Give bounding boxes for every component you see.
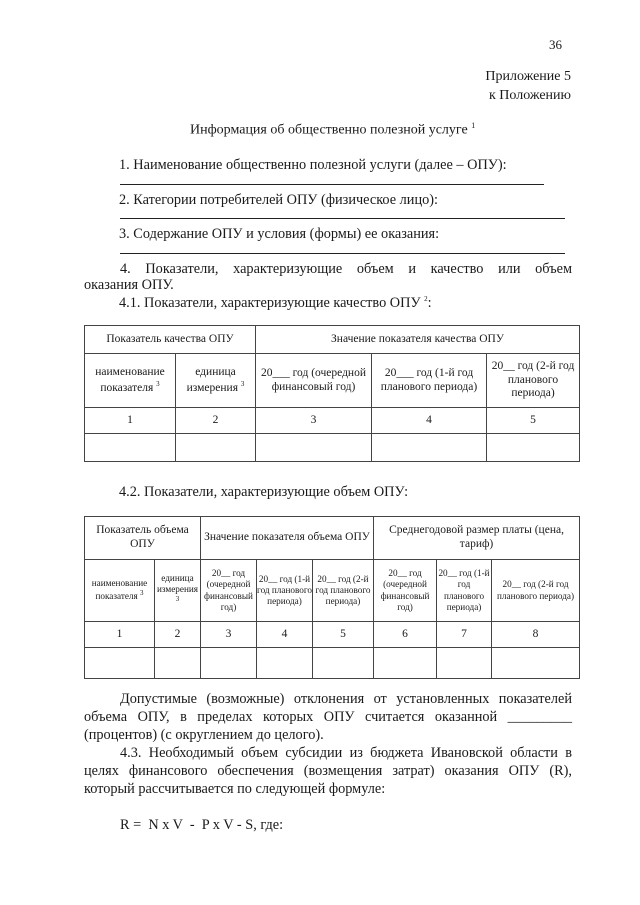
item-4-2-volume-indicators: 4.2. Показатели, характеризующие объем ОПУ: — [119, 484, 409, 500]
item-1-service-name: 1. Наименование общественно полезной услуги (далее – ОПУ): — [119, 157, 507, 173]
deviation-paragraph-line2: объема ОПУ, в пределах которых ОПУ считается оказанной _________ — [84, 709, 572, 725]
subsidy-paragraph-line3: который рассчитывается по следующей формуле: — [84, 781, 386, 797]
table2-empty-cell — [257, 648, 313, 679]
table2-header-volume-value: Значение показателя объема ОПУ — [201, 517, 374, 560]
table1-col-number: 3 — [256, 408, 372, 434]
deviation-paragraph-line1: Допустимые (возможные) отклонения от установленных показателей — [120, 691, 572, 707]
table2-empty-cell — [492, 648, 580, 679]
table1-empty-cell — [256, 434, 372, 462]
table2-col-number: 7 — [437, 622, 492, 648]
table1-col-number: 1 — [85, 408, 176, 434]
fill-line-2 — [120, 218, 565, 219]
table1-empty-cell — [372, 434, 487, 462]
table2-col-number: 6 — [374, 622, 437, 648]
item-3-service-content: 3. Содержание ОПУ и условия (формы) ее оказания: — [119, 226, 440, 242]
item-4-1-quality-indicators: 4.1. Показатели, характеризующие качество ОПУ $^2$: — [119, 295, 432, 311]
table1-col-number: 4 — [372, 408, 487, 434]
table2-empty-cell — [201, 648, 257, 679]
table1-header-quality-value: Значение показателя качества ОПУ — [256, 326, 580, 354]
table2-empty-cell — [313, 648, 374, 679]
table1-header-year-current: 20___ год (очередной финансовый год) — [256, 354, 372, 408]
subsidy-formula: R = N x V - P x V - S, где: — [120, 817, 284, 833]
volume-indicators-table — [84, 516, 580, 679]
table2-col-number: 8 — [492, 622, 580, 648]
table1-header-quality-indicator: Показатель качества ОПУ — [85, 326, 256, 354]
footnote-mark-2: 2 — [424, 295, 428, 304]
table1-header-unit: единица измерения $^3$ — [176, 354, 256, 408]
deviation-paragraph-line3: (процентов) (с округлением до целого). — [84, 727, 324, 743]
table2-empty-cell — [437, 648, 492, 679]
table2-header-volume-indicator: Показатель объема ОПУ — [85, 517, 201, 560]
table1-header-year-plan-1: 20___ год (1-й год планового периода) — [372, 354, 487, 408]
subsidy-paragraph-line2: целях финансового обеспечения (возмещения затрат) оказания ОПУ (R), — [84, 763, 572, 779]
table2-empty-cell — [85, 648, 155, 679]
table2-header-average-fee: Среднегодовой размер платы (цена, тариф) — [374, 517, 580, 560]
table1-col-number: 2 — [176, 408, 256, 434]
table2-header-volume-year-plan-1: 20__ год (1-й год планового периода) — [257, 560, 313, 622]
table2-header-unit: единица измерения $^3$ — [155, 560, 201, 622]
table2-header-fee-year-plan-1: 20__ год (1-й год планового периода) — [437, 560, 492, 622]
table2-col-number: 5 — [313, 622, 374, 648]
subsidy-paragraph-line1: 4.3. Необходимый объем субсидии из бюджета Ивановской области в — [120, 745, 572, 761]
table2-col-number: 1 — [85, 622, 155, 648]
table2-header-fee-year-plan-2: 20__ год (2-й год планового периода) — [492, 560, 580, 622]
table2-header-fee-year-current: 20__ год (очередной финансовый год) — [374, 560, 437, 622]
table2-header-indicator-name: наименование показателя $^3$ — [85, 560, 155, 622]
title-footnote-mark: 1 — [471, 121, 476, 130]
table1-col-number: 5 — [487, 408, 580, 434]
quality-indicators-table — [84, 325, 580, 462]
fill-line-3 — [120, 253, 565, 254]
table1-header-indicator-name: наименование показателя $^3$ — [85, 354, 176, 408]
table1-empty-cell — [85, 434, 176, 462]
table1-empty-cell — [487, 434, 580, 462]
table2-col-number: 3 — [201, 622, 257, 648]
table2-col-number: 4 — [257, 622, 313, 648]
table2-empty-cell — [155, 648, 201, 679]
table2-header-volume-year-plan-2: 20__ год (2-й год планового периода) — [313, 560, 374, 622]
item-4-indicators-line1: 4. Показатели, характеризующие объем и качество или объем — [120, 261, 572, 277]
table2-header-volume-year-current: 20__ год (очередной финансовый год) — [201, 560, 257, 622]
item-4-indicators-line2: оказания ОПУ. — [84, 277, 174, 293]
table1-header-year-plan-2: 20__ год (2-й год планового периода) — [487, 354, 580, 408]
item-2-consumer-category: 2. Категории потребителей ОПУ (физическое лицо): — [119, 192, 438, 208]
appendix-number: Приложение 5 — [485, 69, 571, 84]
appendix-reference: к Положению — [488, 88, 571, 103]
document-title: Информация об общественно полезной услуге $^1$ — [190, 121, 476, 138]
fill-line-1 — [120, 184, 544, 185]
table2-empty-cell — [374, 648, 437, 679]
table1-empty-cell — [176, 434, 256, 462]
page-number: 36 — [549, 37, 562, 52]
table2-col-number: 2 — [155, 622, 201, 648]
